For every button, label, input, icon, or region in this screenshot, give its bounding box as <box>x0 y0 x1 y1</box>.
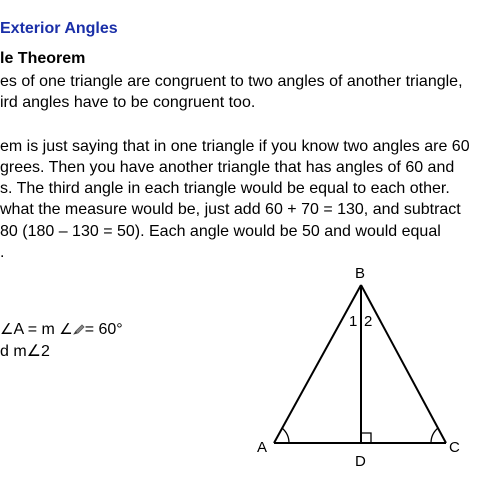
slide-title: Exterior Angles <box>0 20 118 37</box>
theorem-heading: le Theorem <box>0 50 86 67</box>
given-line-2: d m∠2 <box>0 343 50 360</box>
given-part-a: A = m <box>13 321 55 338</box>
theorem-line-1: es of one triangle are congruent to two angles of another triangle, <box>0 73 463 90</box>
paragraph-line-4: what the measure would be, just add 60 + 70 = 130, and subtract <box>0 201 461 218</box>
label-angle-1: 1 <box>349 313 358 330</box>
side-bc <box>361 285 446 443</box>
paragraph-line-6: . <box>0 244 5 261</box>
angle-a-arc <box>282 428 289 443</box>
angle-c-arc <box>431 428 438 443</box>
angle-symbol: ∠ <box>0 321 14 338</box>
label-a: A <box>257 439 268 456</box>
label-d: D <box>355 453 366 470</box>
paragraph-line-5: 80 (180 – 130 = 50). Each angle would be 50 and would equal <box>0 223 441 240</box>
paragraph-line-2: grees. Then you have another triangle that has angles of 60 and <box>0 159 455 176</box>
label-c: C <box>449 439 460 456</box>
label-b: B <box>355 265 366 282</box>
paragraph-line-3: s. The third angle in each triangle would be equal to each other. <box>0 180 450 197</box>
label-angle-2: 2 <box>364 313 373 330</box>
side-ab <box>274 285 361 443</box>
given-part-b: = 60° <box>84 321 123 338</box>
right-angle-mark <box>361 433 371 443</box>
angle-symbol: ∠ <box>59 321 73 338</box>
paragraph-line-1: em is just saying that in one triangle if you know two angles are 60 <box>0 138 470 155</box>
theorem-line-2: ird angles have to be congruent too. <box>0 94 256 111</box>
